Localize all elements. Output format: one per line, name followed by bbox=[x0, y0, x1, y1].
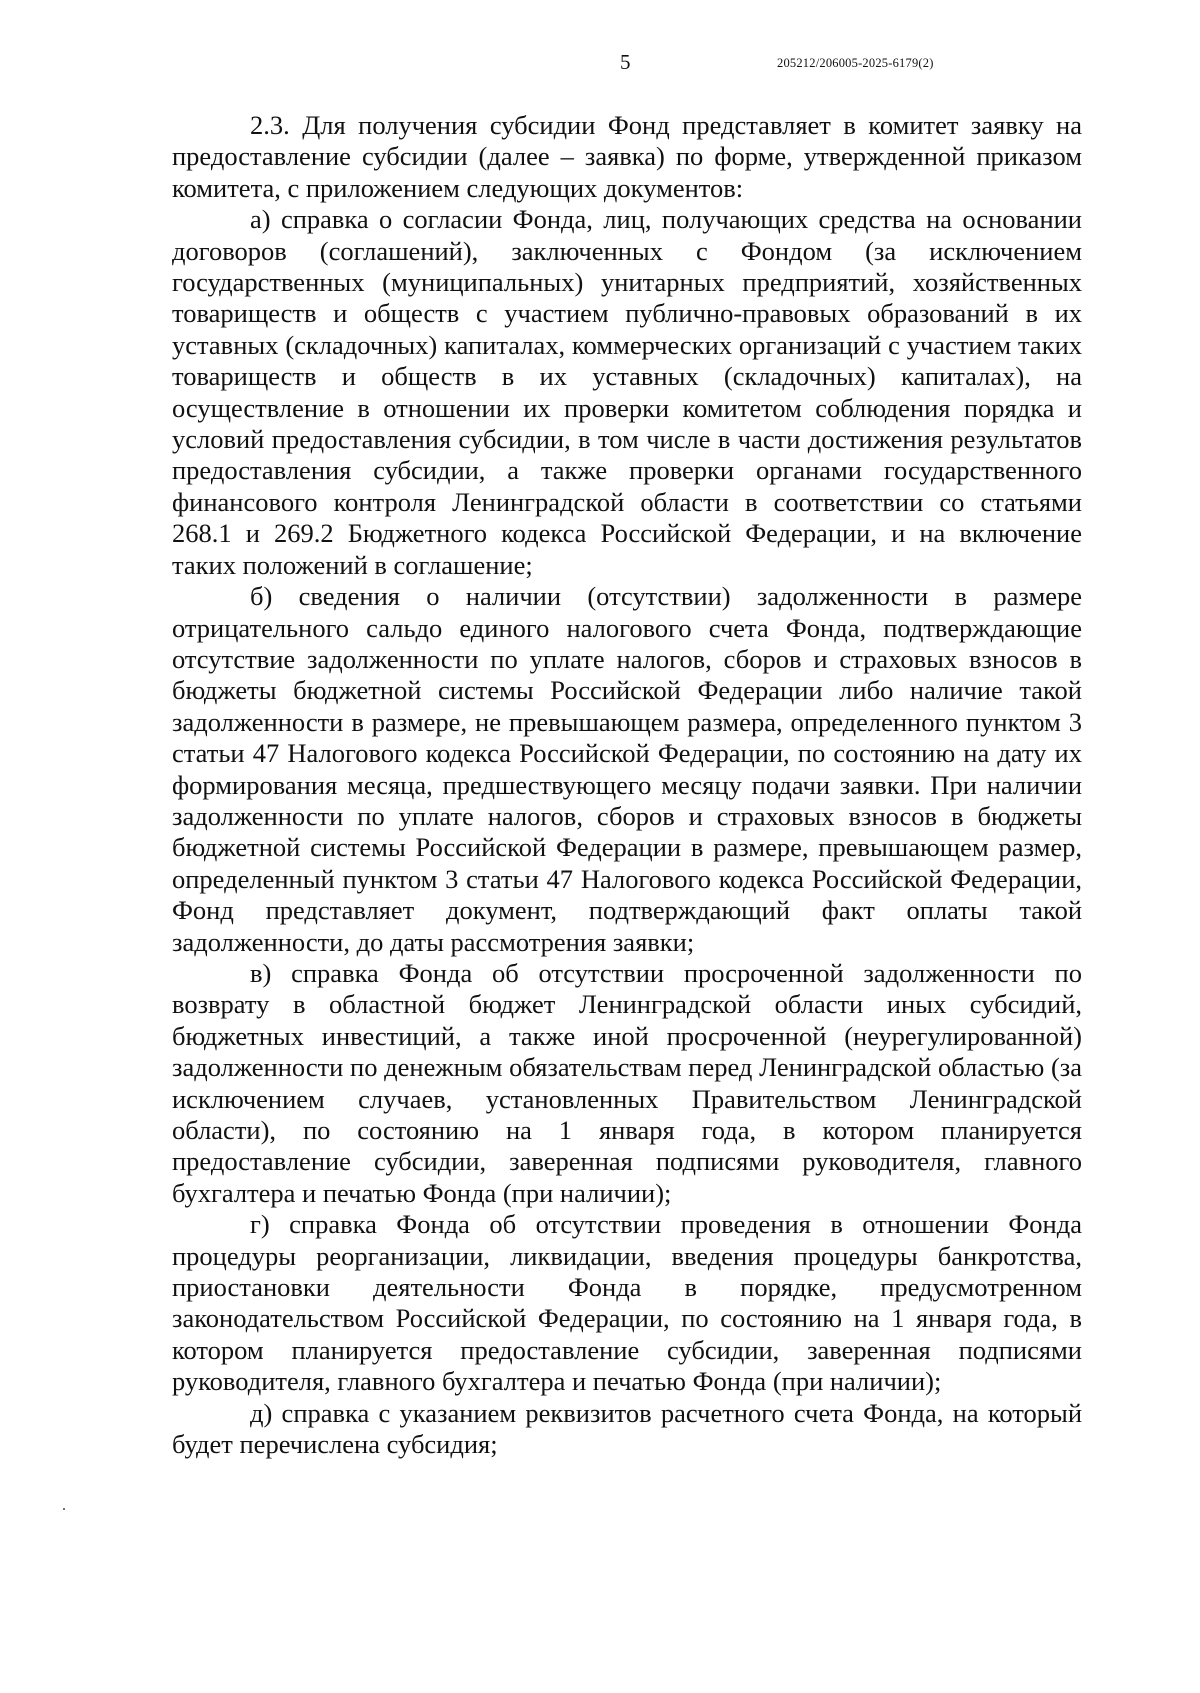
scan-speck bbox=[63, 1508, 65, 1510]
paragraph-item-b: б) сведения о наличии (отсутствии) задолженности в размере отрицательного сальдо единого налогового счета Фонда, подтверждающие отсутствие задолженности по уплате налогов, сборов и страховых взносов в бюджеты бюджетной системы Российской Федерации либо наличие такой задолженности в размере, не превышающем размера, определенного пунктом 3 статьи 47 Налогового кодекса Российской Федерации, по состоянию на дату их формирования месяца, предшествующего месяцу подачи заявки. При наличии задолженности по уплате налогов, сборов и страховых взносов в бюджеты бюджетной системы Российской Федерации в размере, превышающем размер, определенный пунктом 3 статьи 47 Налогового кодекса Российской Федерации, Фонд представляет документ, подтверждающий факт оплаты такой задолженности, до даты рассмотрения заявки; bbox=[172, 581, 1082, 957]
paragraph-2-3: 2.3. Для получения субсидии Фонд представляет в комитет заявку на предоставление субсидии (далее – заявка) по форме, утвержденной приказом комитета, с приложением следующих документов: bbox=[172, 110, 1082, 203]
paragraph-item-g: г) справка Фонда об отсутствии проведения в отношении Фонда процедуры реорганизации, ликвидации, введения процедуры банкротства, приостановки деятельности Фонда в порядке, предусмотренном законодательством Российской Федерации, по состоянию на 1 января года, в котором планируется предоставление субсидии, заверенная подписями руководителя, главного бухгалтера и печатью Фонда (при наличии); bbox=[172, 1209, 1082, 1397]
page-number: 5 bbox=[620, 50, 631, 74]
document-id: 205212/206005-2025-6179(2) bbox=[777, 56, 934, 70]
paragraph-item-a: а) справка о согласии Фонда, лиц, получающих средства на основании договоров (соглашений), заключенных с Фондом (за исключением государственных (муниципальных) унитарных предприятий, хозяйственных товариществ и обществ с участием публично-правовых образований в их уставных (складочных) капиталах, коммерческих организаций с участием таких товариществ и обществ в их уставных (складочных) капиталах), на осуществление в отношении их проверки комитетом соблюдения порядка и условий предоставления субсидии, в том числе в части достижения результатов предоставления субсидии, а также проверки органами государственного финансового контроля Ленинградской области в соответствии со статьями 268.1 и 269.2 Бюджетного кодекса Российской Федерации, и на включение таких положений в соглашение; bbox=[172, 204, 1082, 580]
paragraph-item-d: д) справка с указанием реквизитов расчетного счета Фонда, на который будет перечислена субсидия; bbox=[172, 1397, 1082, 1460]
paragraph-item-v: в) справка Фонда об отсутствии просроченной задолженности по возврату в областной бюджет Ленинградской области иных субсидий, бюджетных инвестиций, а также иной просроченной (неурегулированной) задолженности по денежным обязательствам перед Ленинградской областью (за исключением случаев, установленных Правительством Ленинградской области), по состоянию на 1 января года, в котором планируется предоставление субсидии, заверенная подписями руководителя, главного бухгалтера и печатью Фонда (при наличии); bbox=[172, 957, 1082, 1208]
document-body bbox=[172, 110, 1082, 1460]
